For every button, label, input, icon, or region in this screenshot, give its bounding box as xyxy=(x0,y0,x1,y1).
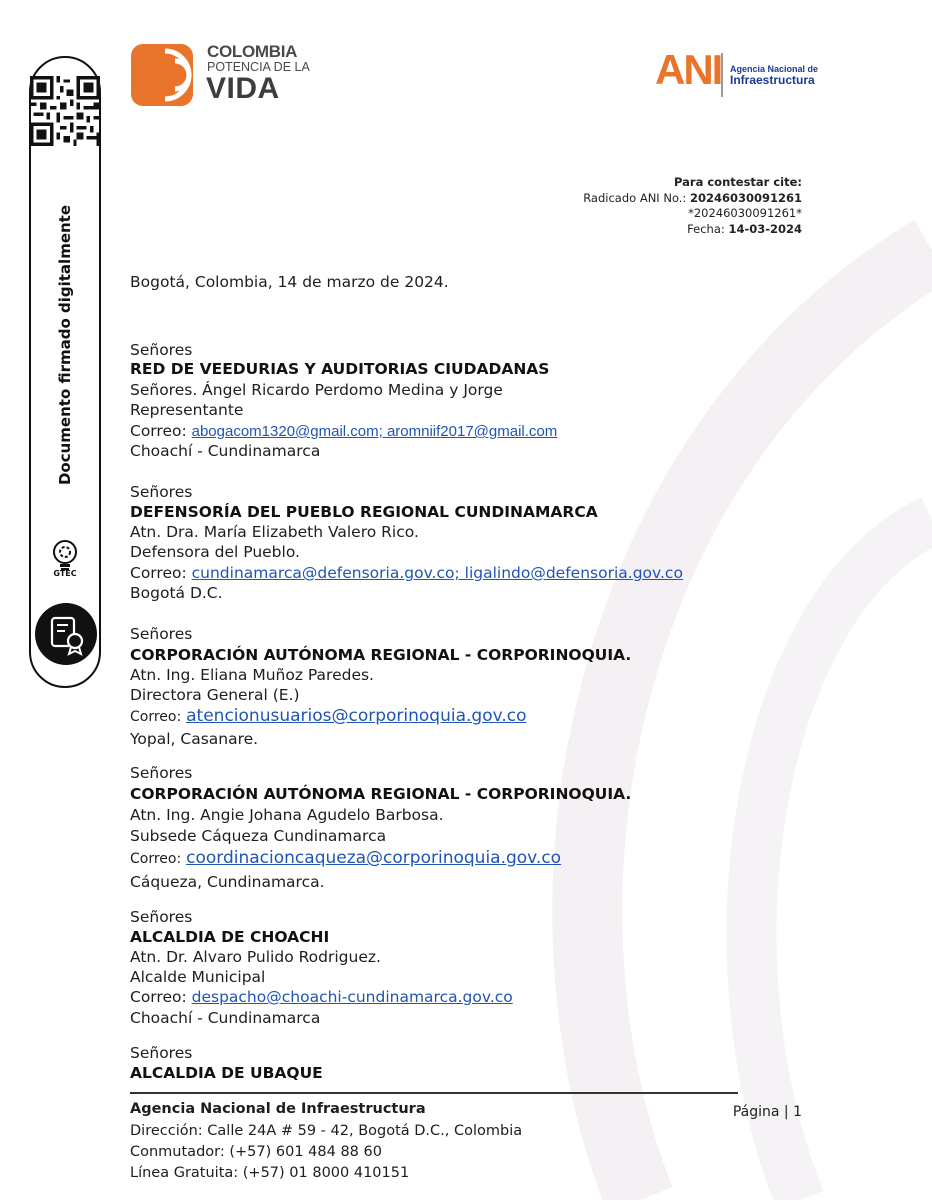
recipient-mail-line xyxy=(130,563,683,584)
qr-code-icon xyxy=(30,75,100,147)
recipient-org: CORPORACIÓN AUTÓNOMA REGIONAL - CORPORINOQUIA. xyxy=(130,785,632,803)
footer-toll-free: Línea Gratuita: (+57) 01 8000 410151 xyxy=(130,1165,410,1181)
mail-label: Correo: xyxy=(130,709,182,725)
email-link[interactable]: cundinamarca@defensoria.gov.co; ligalindo@defensoria.gov.co xyxy=(191,564,683,582)
letter-date: Bogotá, Colombia, 14 de marzo de 2024. xyxy=(130,273,449,291)
recipient-org: CORPORACIÓN AUTÓNOMA REGIONAL - CORPORINOQUIA. xyxy=(130,646,632,664)
fecha-label: Fecha: xyxy=(687,221,725,236)
recipient-role: Representante xyxy=(130,401,244,419)
footer-org: Agencia Nacional de Infraestructura xyxy=(130,1101,426,1117)
logo-colombia-text: COLOMBIA xyxy=(207,42,298,61)
logo-potencia-text: POTENCIA DE LA xyxy=(207,60,310,74)
mail-label: Correo: xyxy=(130,851,182,867)
recipient-salutation: Señores xyxy=(130,908,193,926)
mail-label: Correo: xyxy=(130,564,187,582)
recipient-role: Subsede Cáqueza Cundinamarca xyxy=(130,827,387,845)
email-link[interactable]: despacho@choachi-cundinamarca.gov.co xyxy=(191,988,513,1006)
recipient-org: RED DE VEEDURIAS Y AUDITORIAS CIUDADANAS xyxy=(130,360,550,378)
recipient-salutation: Señores xyxy=(130,1044,193,1062)
gtec-label: GTEC xyxy=(53,569,77,578)
recipient-org: ALCALDIA DE CHOACHI xyxy=(130,928,330,946)
recipient-attn: Atn. Dr. Alvaro Pulido Rodriguez. xyxy=(130,948,381,966)
email-link[interactable]: coordinacioncaqueza@corporinoquia.gov.co xyxy=(186,848,562,868)
recipient-role: Defensora del Pueblo. xyxy=(130,543,300,561)
logo-vida-text: VIDA xyxy=(206,72,280,105)
recipient-city: Cáqueza, Cundinamarca. xyxy=(130,873,325,891)
recipient-city: Choachí - Cundinamarca xyxy=(130,1009,321,1027)
mail-label: Correo: xyxy=(130,988,187,1006)
recipient-salutation: Señores xyxy=(130,764,193,782)
page-number: Página | 1 xyxy=(732,1104,802,1120)
ani-logo-mark: ANI xyxy=(655,46,722,93)
recipient-salutation: Señores xyxy=(130,625,193,643)
recipient-mail-line xyxy=(130,421,557,443)
recipient-mail-line xyxy=(130,987,513,1008)
recipient-attn: Atn. Ing. Eliana Muñoz Paredes. xyxy=(130,666,374,684)
ani-logo-line2: Infraestructura xyxy=(730,73,815,87)
recipient-attn: Señores. Ángel Ricardo Perdomo Medina y Jorge xyxy=(130,381,503,399)
ani-logo-line1: Agencia Nacional de xyxy=(730,64,819,74)
recipient-attn: Atn. Dra. María Elizabeth Valero Rico. xyxy=(130,523,419,541)
recipient-attn: Atn. Ing. Angie Johana Agudelo Barbosa. xyxy=(130,806,444,824)
footer-divider xyxy=(130,1092,738,1094)
radicado-value: 20246030091261 xyxy=(689,190,802,205)
recipient-org: ALCALDIA DE UBAQUE xyxy=(130,1064,323,1082)
recipient-city: Yopal, Casanare. xyxy=(130,730,259,748)
recipient-salutation: Señores xyxy=(130,341,193,359)
recipient-mail-line xyxy=(130,848,561,870)
recipient-city: Choachí - Cundinamarca xyxy=(130,442,321,460)
footer-phone: Conmutador: (+57) 601 484 88 60 xyxy=(130,1144,382,1160)
cite-block xyxy=(583,175,802,237)
recipient-role: Directora General (E.) xyxy=(130,686,300,704)
radicado-barcode-text: *20246030091261* xyxy=(688,206,802,220)
recipient-org: DEFENSORÍA DEL PUEBLO REGIONAL CUNDINAMARCA xyxy=(130,503,598,521)
mail-label: Correo: xyxy=(130,422,187,440)
recipient-mail-line xyxy=(130,706,527,728)
email-link[interactable]: atencionusuarios@corporinoquia.gov.co xyxy=(186,706,527,726)
cite-heading: Para contestar cite: xyxy=(674,175,802,189)
recipient-salutation: Señores xyxy=(130,483,193,501)
radicado-label: Radicado ANI No.: xyxy=(583,190,687,205)
footer-address: Dirección: Calle 24A # 59 - 42, Bogotá D.C., Colombia xyxy=(130,1123,523,1139)
digital-signature-label: Documento firmado digitalmente xyxy=(56,204,74,486)
recipient-city: Bogotá D.C. xyxy=(130,584,223,602)
certificate-seal-icon xyxy=(35,603,97,665)
recipient-role: Alcalde Municipal xyxy=(130,968,266,986)
email-link[interactable]: abogacom1320@gmail.com; aromniif2017@gmail.com xyxy=(191,423,558,440)
ani-logo-divider xyxy=(721,53,723,97)
fecha-value: 14-03-2024 xyxy=(728,221,802,236)
